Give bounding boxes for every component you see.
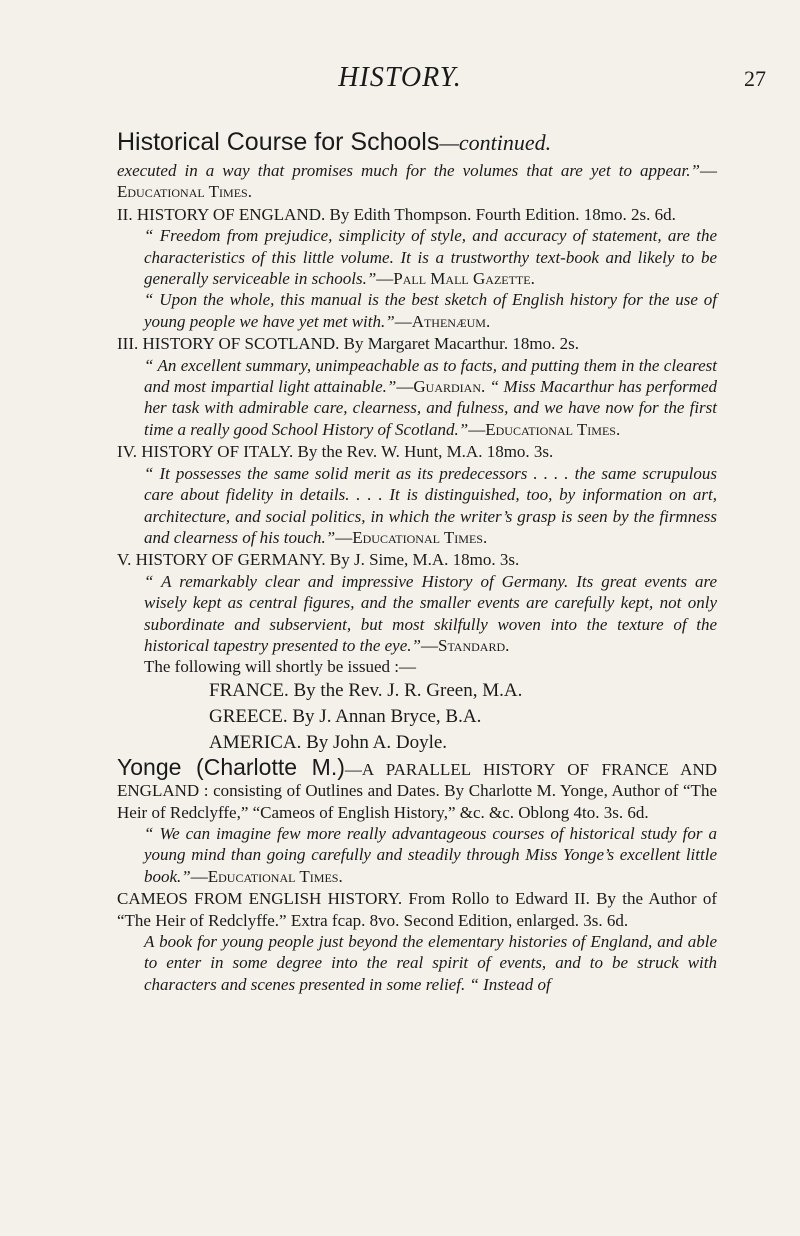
review-quote: “ Freedom from prejudice, simplicity of style, and accuracy of statement, are the characteristics of this little volume. It is a trustworthy text-book and likely to be generally serviceable in schools.” [144, 226, 717, 289]
review-source: —Educational Times. [335, 527, 488, 547]
review-source: —Educational Times. [468, 419, 621, 439]
yonge-title: —A PARALLEL HISTORY OF FRANCE AND ENGLAND : consisting of Outlines and Dates. By Charlotte M. Yonge, Author of “The Heir of Redclyffe,” “Cameos of English History,” &c. &c. Oblong 4to. 3s. 6d. [117, 759, 717, 822]
item-heading: V. HISTORY OF GERMANY. By J. Sime, M.A. 18mo. 3s. [117, 550, 520, 570]
review [117, 823, 717, 887]
section-title-text: Historical Course for Schools [117, 128, 440, 156]
page-number: 27 [744, 66, 766, 91]
review [117, 289, 717, 332]
section-title [117, 127, 717, 158]
review-quote: “ Upon the whole, this manual is the best sketch of English history for the use of young people we have yet met with.” [144, 290, 717, 331]
following-intro: The following will shortly be issued :— [144, 657, 416, 677]
item-heading: IV. HISTORY OF ITALY. By the Rev. W. Hunt, M.A. 18mo. 3s. [117, 442, 554, 462]
review [117, 225, 717, 289]
review-source: —Pall Mall Gazette. [376, 269, 535, 289]
upcoming-item: FRANCE. By the Rev. J. R. Green, M.A. [209, 679, 523, 701]
review-quote: “ Miss Macarthur has performed her task with admirable care, clearness, and fulness, and we have now for the first time a really good School History of Scotland.” [144, 377, 718, 439]
running-head: HISTORY. [338, 62, 462, 93]
upcoming-item: AMERICA. By John A. Doyle. [209, 731, 448, 753]
review [117, 571, 717, 657]
review-quote: “ We can imagine few more really advantageous courses of historical study for a young mind than going carefully and steadily through Miss Yonge’s excellent little book.” [144, 823, 717, 886]
review [117, 463, 717, 549]
intro-quote: executed in a way that promises much for the volumes that are yet to appear.” [117, 161, 700, 180]
intro-review [117, 160, 717, 203]
item-heading: III. HISTORY OF SCOTLAND. By Margaret Macarthur. 18mo. 2s. [117, 334, 579, 354]
review-source: —Educational Times. [190, 866, 343, 886]
review-quote: “ It possesses the same solid merit as its predecessors . . . . the same scrupulous care about fidelity in details. . . . It is distinguished, too, by information on art, architecture, and social politics, in which the writer’s grasp is seen by the firmness and clearness of his touch.” [144, 463, 717, 547]
yonge-entry [117, 753, 717, 823]
author-heading: Yonge (Charlotte M.) [117, 753, 345, 780]
review-source: —Guardian. [396, 377, 486, 397]
upcoming-item: GREECE. By J. Annan Bryce, B.A. [209, 705, 482, 727]
review-source: —Standard. [420, 635, 510, 655]
cameos-heading: CAMEOS FROM ENGLISH HISTORY. From Rollo to Edward II. By the Author of “The Heir of Redclyffe.” Extra fcap. 8vo. Second Edition, enlarged. 3s. 6d. [117, 889, 717, 930]
review-source: —Athenæum. [394, 311, 491, 331]
review-quote: “ An excellent summary, unimpeachable as to facts, and putting them in the clearest and most impartial light attainable.” [144, 355, 717, 397]
item-heading: II. HISTORY OF ENGLAND. By Edith Thompson. Fourth Edition. 18mo. 2s. 6d. [117, 204, 676, 224]
cameos-quote: A book for young people just beyond the elementary histories of England, and able to enter in some degree into the real spirit of events, and to be struck with characters and scenes presented in some relief. “ Instead of [144, 932, 717, 994]
review-quote: “ A remarkably clear and impressive History of Germany. Its great events are wisely kept as central figures, and the smaller events are carefully kept, not only subordinate and subservient, but most skilfully woven into the texture of the historical tapestry presented to the eye.” [144, 571, 717, 655]
page-body [117, 127, 717, 995]
section-continued: —continued. [439, 130, 552, 155]
review [117, 355, 717, 441]
intro-source: —Educational Times. [117, 161, 717, 202]
